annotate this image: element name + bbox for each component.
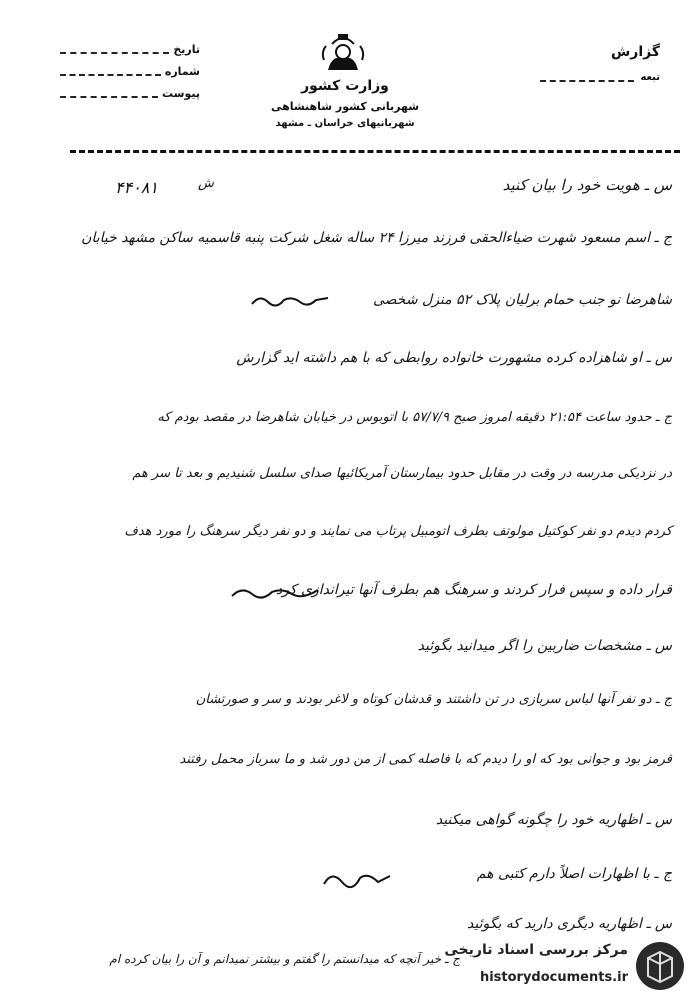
report-header bbox=[540, 44, 660, 83]
body-line: شاهرضا نو جنب حمام برلیان پلاک ۵۲ منزل شخصی bbox=[373, 292, 672, 308]
report-title: گزارش bbox=[610, 44, 660, 60]
body-line: قرمز بود و جوانی بود که او را دیدم که با فاصله کمی از من دور شد و ما سرباز محمل رفتند bbox=[179, 752, 672, 767]
subject-field: تبعه bbox=[540, 72, 660, 83]
body-line: ج ـ اسم مسعود شهرت ضیاءالحقی فرزند میرزا ۲۴ ساله شغل شرکت پنبه قاسمیه ساکن مشهد خیابان bbox=[81, 230, 672, 246]
signature-scribble bbox=[230, 580, 320, 604]
body-line: ج ـ خیر آنچه که میدانستم را گفتم و بیشتر نمیدانم و آن را بیان کرده ام bbox=[109, 952, 460, 966]
attachment-field: پیوست bbox=[60, 82, 200, 104]
body-line: س ـ مشخصات ضاربین را اگر میدانید بگوئید bbox=[417, 638, 672, 654]
signature-scribble bbox=[322, 866, 392, 892]
body-line: س ـ او شاهزاده کرده مشهورت خانواده روابطی که با هم داشته اید گزارش bbox=[236, 350, 672, 366]
header-fields bbox=[60, 38, 200, 104]
body-line: قرار داده و سپس فرار کردند و سرهنگ هم بطرف آنها تیراندازی کرد bbox=[275, 582, 672, 598]
body-line: در نزدیکی مدرسه در وقت در مقابل حدود بیمارستان آمریکائیها صدای سلسل شنیدیم و بعد تا سر هم bbox=[132, 466, 672, 481]
archive-logo-icon bbox=[634, 940, 686, 992]
body-line: ج ـ حدود ساعت ۲۱:۵۴ دقیقه امروز صبح ۵۷/۷/۹ با اتوبوس در خیابان شاهرضا در مقصد بودم که bbox=[157, 410, 672, 425]
body-line: س ـ اظهاریه دیگری دارید که بگوئید bbox=[467, 916, 672, 932]
ministry-subtitle: شهربانی کشور شاهنشاهی bbox=[270, 100, 420, 113]
lion-sun-emblem-icon bbox=[318, 30, 368, 76]
watermark-title: مرکز بررسی اسناد تاریخی bbox=[444, 942, 628, 958]
body-line: کردم دیدم دو نفر کوکتیل مولوتف بطرف اتومبیل پرتاب می نمایند و دو نفر دیگر سرهنگ را مورد هدف bbox=[124, 524, 672, 539]
watermark-url: historydocuments.ir bbox=[479, 970, 628, 985]
ministry-header bbox=[250, 78, 440, 129]
body-line: ج ـ با اظهارات اصلاً دارم کتبی هم bbox=[476, 866, 672, 882]
number-field: شماره bbox=[60, 60, 200, 82]
signature-scribble bbox=[250, 290, 330, 312]
document-number-label: ش bbox=[198, 176, 214, 191]
header-divider bbox=[70, 150, 680, 153]
document-number: ۴۴۰۸۱ bbox=[115, 178, 158, 197]
body-line: س ـ اظهاریه خود را چگونه گواهی میکنید bbox=[435, 812, 672, 828]
body-line: ج ـ دو نفر آنها لباس سربازی در تن داشتند و قدشان کوتاه و لاغر بودند و سر و صورتشان bbox=[195, 692, 672, 707]
body-line: س ـ هویت خود را بیان کنید bbox=[502, 176, 672, 194]
ministry-location: شهربانیهای خراسان ـ مشهد bbox=[275, 118, 415, 129]
date-field: تاریخ bbox=[60, 38, 200, 60]
watermark bbox=[440, 936, 690, 996]
ministry-title: وزارت کشور bbox=[301, 78, 389, 94]
